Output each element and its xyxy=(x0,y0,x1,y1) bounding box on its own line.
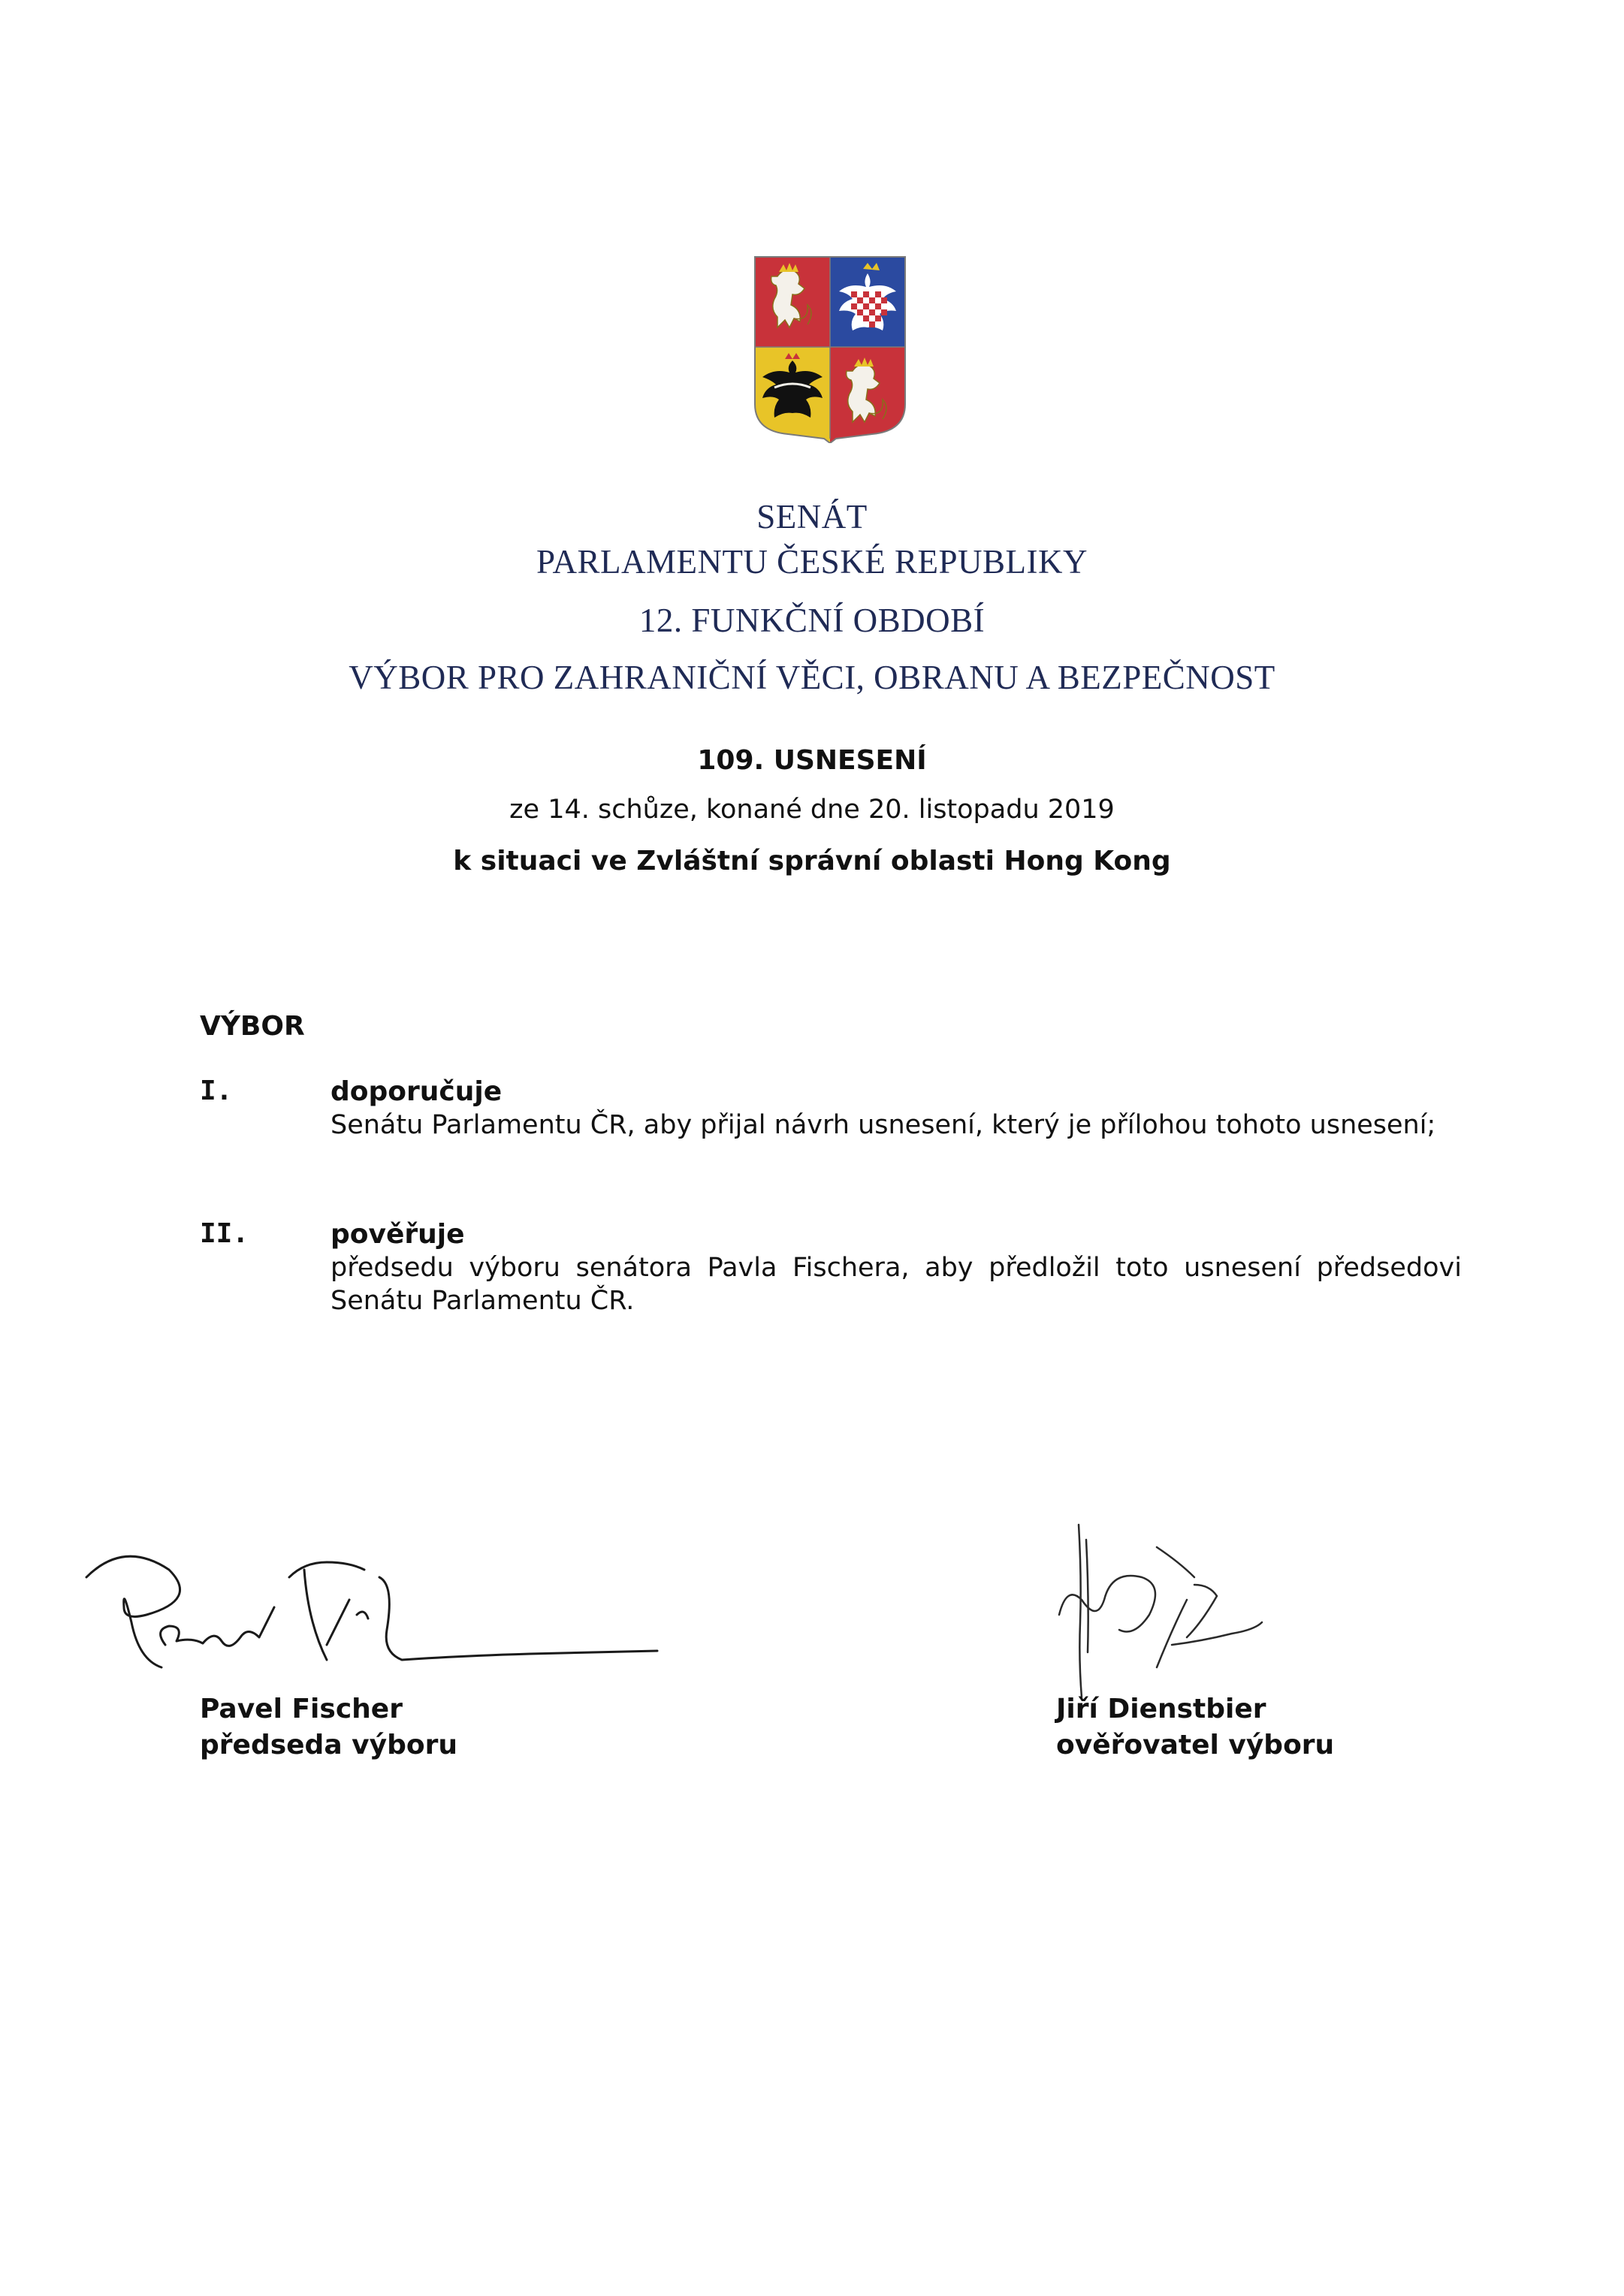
item-body xyxy=(331,1076,1462,1142)
czech-coat-of-arms-icon xyxy=(752,254,908,443)
resolution-topic: k situaci ve Zvláštní správní oblasti Hong Kong xyxy=(453,846,1171,876)
item-verb: doporučuje xyxy=(331,1076,503,1107)
signer-dienstbier xyxy=(1056,1691,1334,1763)
item-text: předsedu výboru senátora Pavla Fischera, aby předložil toto usnesení předsedovi Senátu Parlamentu ČR. xyxy=(331,1253,1462,1316)
item-text: Senátu Parlamentu ČR, aby přijal návrh usnesení, který je přílohou tohoto usnesení; xyxy=(331,1110,1436,1140)
signer-role: ověřovatel výboru xyxy=(1056,1730,1335,1760)
header-committee: VÝBOR PRO ZAHRANIČNÍ VĚCI, OBRANU A BEZPEČNOST xyxy=(349,659,1275,696)
resolution-number: 109. USNESENÍ xyxy=(697,745,927,776)
resolution-session: ze 14. schůze, konané dne 20. listopadu 2019 xyxy=(509,795,1115,825)
signer-fischer xyxy=(200,1691,457,1763)
item-body xyxy=(331,1218,1462,1317)
signer-name: Jiří Dienstbier xyxy=(1056,1694,1266,1724)
signature-jiri-dienstbier xyxy=(1037,1510,1284,1712)
item-verb: pověřuje xyxy=(331,1219,465,1250)
header-parliament: PARLAMENTU ČESKÉ REPUBLIKY xyxy=(536,543,1088,581)
header-senat: SENÁT xyxy=(756,498,868,536)
signature-pavel-fischer xyxy=(79,1532,665,1712)
signer-name: Pavel Fischer xyxy=(200,1694,403,1724)
item-number: II. xyxy=(200,1218,249,1249)
item-number: I. xyxy=(200,1076,233,1106)
emblem-quarter-bohemia-2 xyxy=(830,347,905,443)
signer-role: předseda výboru xyxy=(200,1730,457,1760)
committee-label: VÝBOR xyxy=(200,1011,305,1042)
header-term: 12. FUNKČNÍ OBDOBÍ xyxy=(638,602,986,639)
